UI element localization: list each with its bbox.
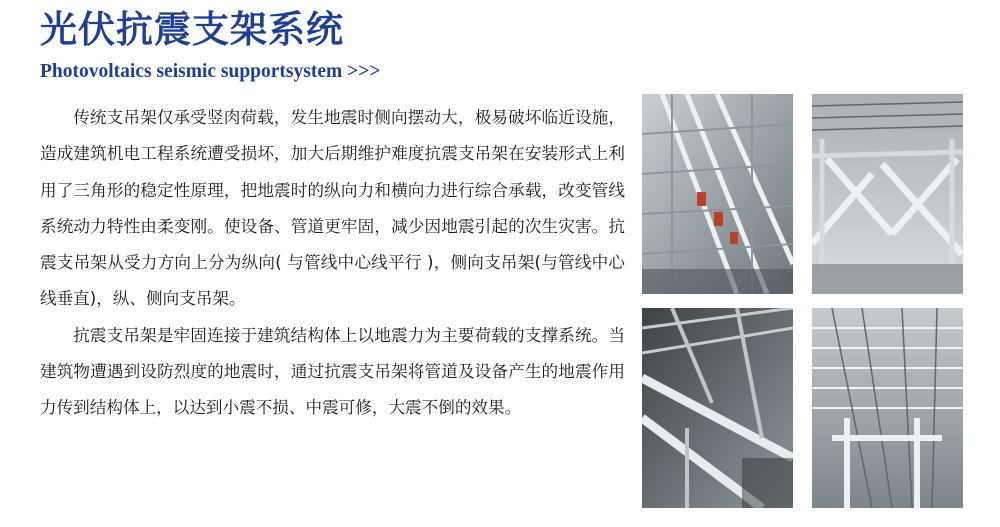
photo-cable-tray	[812, 308, 963, 508]
page-title: 光伏抗震支架系统	[40, 7, 344, 51]
page-subtitle: Photovoltaics seismic supportsystem >>>	[40, 61, 381, 82]
photo-pipe-rack-graphic	[642, 94, 793, 294]
photo-pipe-rack	[642, 94, 793, 294]
photo-steel-truss-graphic	[812, 94, 963, 294]
body-text	[40, 100, 625, 427]
photo-ceiling-pipes	[642, 308, 793, 508]
photo-cable-tray-graphic	[812, 308, 963, 508]
paragraph: 传统支吊架仅承受竖肉荷载，发生地震时侧向摆动大，极易破坏临近设施，造成建筑机电工程系统遭受损坏，加大后期维护难度抗震支吊架在安装形式上利用了三角形的稳定性原理，把地震时的纵向力和横向力进行综合承载，改变管线系统动力特性由柔变刚。使设备、管道更牢固，减少因地震引起的次生灾害。抗震支吊架从受力方向上分为纵向( 与管线中心线平行 )，侧向支吊架(与管线中心线垂直)，纵、侧向支吊架。	[40, 108, 625, 309]
photo-steel-truss	[812, 94, 963, 294]
photo-ceiling-pipes-graphic	[642, 308, 793, 508]
paragraph: 抗震支吊架是牢固连接于建筑结构体上以地震力为主要荷载的支撑系统。当建筑物遭遇到设防烈度的地震时，通过抗震支吊架将管道及设备产生的地震作用力传到结构体上，以达到小震不损、中震可修，大震不倒的效果。	[40, 325, 625, 418]
